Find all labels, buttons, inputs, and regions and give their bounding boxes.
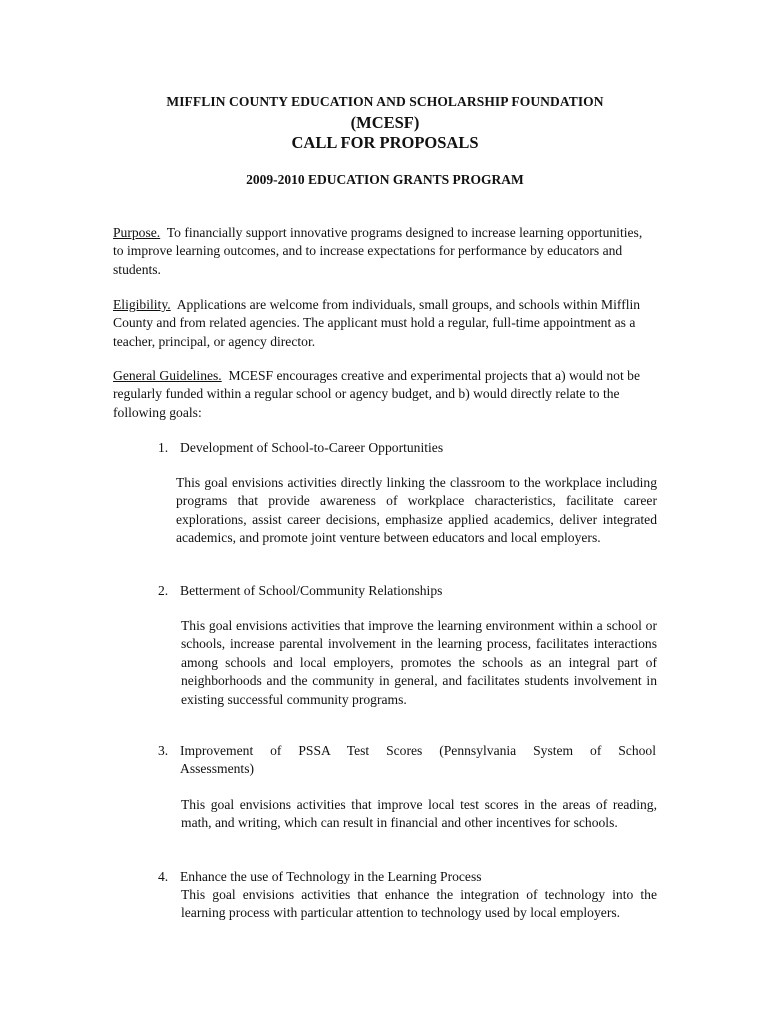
guidelines-label: General Guidelines. (113, 368, 222, 383)
goal-3-description: This goal envisions activities that improve local test scores in the areas of reading, math, and writing, which can result in financial and other incentives for schools. (181, 797, 657, 831)
goal-3-title-continuation: Assessments) (180, 761, 255, 777)
eligibility-section (113, 296, 653, 351)
goal-1-title-text: Development of School-to-Career Opportunities (180, 440, 444, 455)
guidelines-section (113, 367, 653, 422)
guidelines-text: MCESF encourages creative and experimental projects that a) would not be regularly funded within a regular school or agency budget, and b) would directly relate to the following goals: (113, 368, 640, 420)
goal-4-title (158, 868, 658, 886)
goal-2-title (158, 582, 658, 600)
goal-2-number: 2. (158, 583, 169, 598)
goal-1-description: This goal envisions activities directly linking the classroom to the workplace including programs that provide awareness of workplace characteristics, facilitate career explorations, assist career decisions, emphasize applied academics, deliver integrated academics, and promote joint venture between educators and local employers. (176, 475, 657, 546)
goal-1-number: 1. (158, 440, 169, 455)
goal-4-description: This goal envisions activities that enhance the integration of technology into the learning process with particular attention to technology used by local employers. (181, 887, 657, 921)
goal-2-description: This goal envisions activities that improve the learning environment within a school or schools, increase parental involvement in the learning process, facilitates interactions among schools and local employers, promotes the schools as an integral part of neighborhoods and the community in general, and facilitates students involvement in existing successful community programs. (181, 618, 657, 707)
goal-4-number: 4. (158, 869, 169, 884)
document-title: CALL FOR PROPOSALS (291, 133, 479, 152)
purpose-section (113, 224, 653, 279)
eligibility-label: Eligibility. (113, 297, 171, 312)
program-title: 2009-2010 EDUCATION GRANTS PROGRAM (246, 172, 524, 187)
organization-abbreviation: (MCESF) (350, 113, 420, 132)
goal-1-title (158, 439, 658, 457)
goal-2-title-text: Betterment of School/Community Relationships (180, 583, 443, 598)
purpose-text: To financially support innovative programs designed to increase learning opportunities, to improve learning outcomes, and to increase expectations for performance by educators and students. (113, 225, 643, 277)
goal-3-number: 3. (158, 743, 169, 758)
goal-3-title-text: Improvement of PSSA Test Scores (Pennsylvania System of School (180, 743, 656, 758)
purpose-label: Purpose. (113, 225, 161, 240)
goal-4-title-text: Enhance the use of Technology in the Learning Process (180, 869, 482, 884)
organization-name: MIFFLIN COUNTY EDUCATION AND SCHOLARSHIP FOUNDATION (166, 94, 604, 109)
eligibility-text: Applications are welcome from individuals, small groups, and schools within Mifflin County and from related agencies. The applicant must hold a regular, full-time appointment as a teacher, principal, or agency director. (113, 297, 641, 349)
goal-3-title (158, 742, 658, 779)
